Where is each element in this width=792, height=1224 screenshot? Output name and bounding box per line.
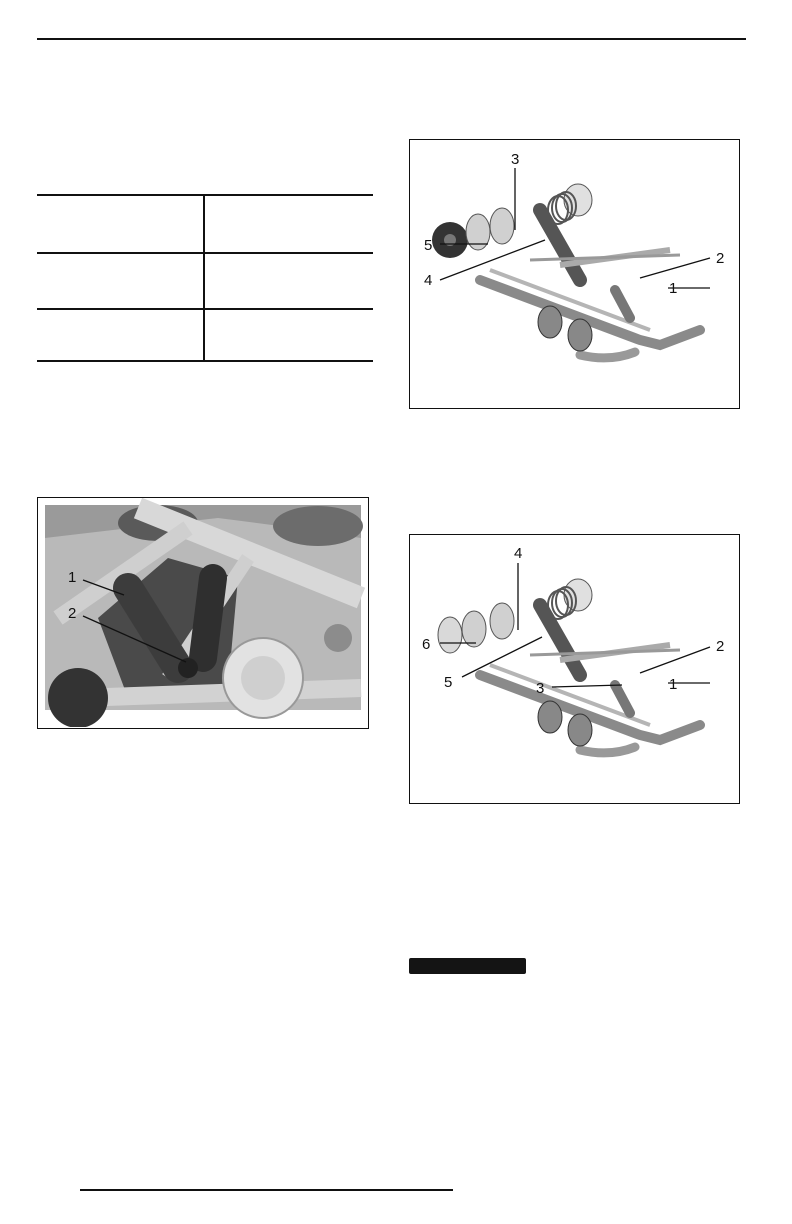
callout-4: 4 <box>424 272 433 289</box>
specification-table <box>37 194 373 362</box>
callout-4: 4 <box>514 545 523 562</box>
table-row-divider <box>37 252 373 254</box>
suspension-illustration-1 <box>410 140 738 407</box>
callout-2: 2 <box>716 638 725 655</box>
figure-rear-suspension-exploded-1 <box>409 139 740 409</box>
callout-1: 1 <box>669 676 678 693</box>
callout-6: 6 <box>422 636 431 653</box>
callout-3: 3 <box>536 680 545 697</box>
warning-label-bar <box>409 958 526 974</box>
callout-1: 1 <box>68 569 77 586</box>
figure-shock-mount-photo <box>37 497 369 729</box>
header-rule <box>37 38 746 40</box>
callout-5: 5 <box>424 237 433 254</box>
callout-2: 2 <box>68 605 77 622</box>
figure-rear-suspension-exploded-2 <box>409 534 740 804</box>
footer-rule <box>80 1189 453 1191</box>
callout-2: 2 <box>716 250 725 267</box>
callout-5: 5 <box>444 674 453 691</box>
table-row-divider <box>37 308 373 310</box>
shock-photo-illustration <box>38 498 367 727</box>
table-column-divider <box>203 196 205 360</box>
callout-1: 1 <box>669 280 678 297</box>
callout-3: 3 <box>511 151 520 168</box>
suspension-illustration-2 <box>410 535 738 802</box>
